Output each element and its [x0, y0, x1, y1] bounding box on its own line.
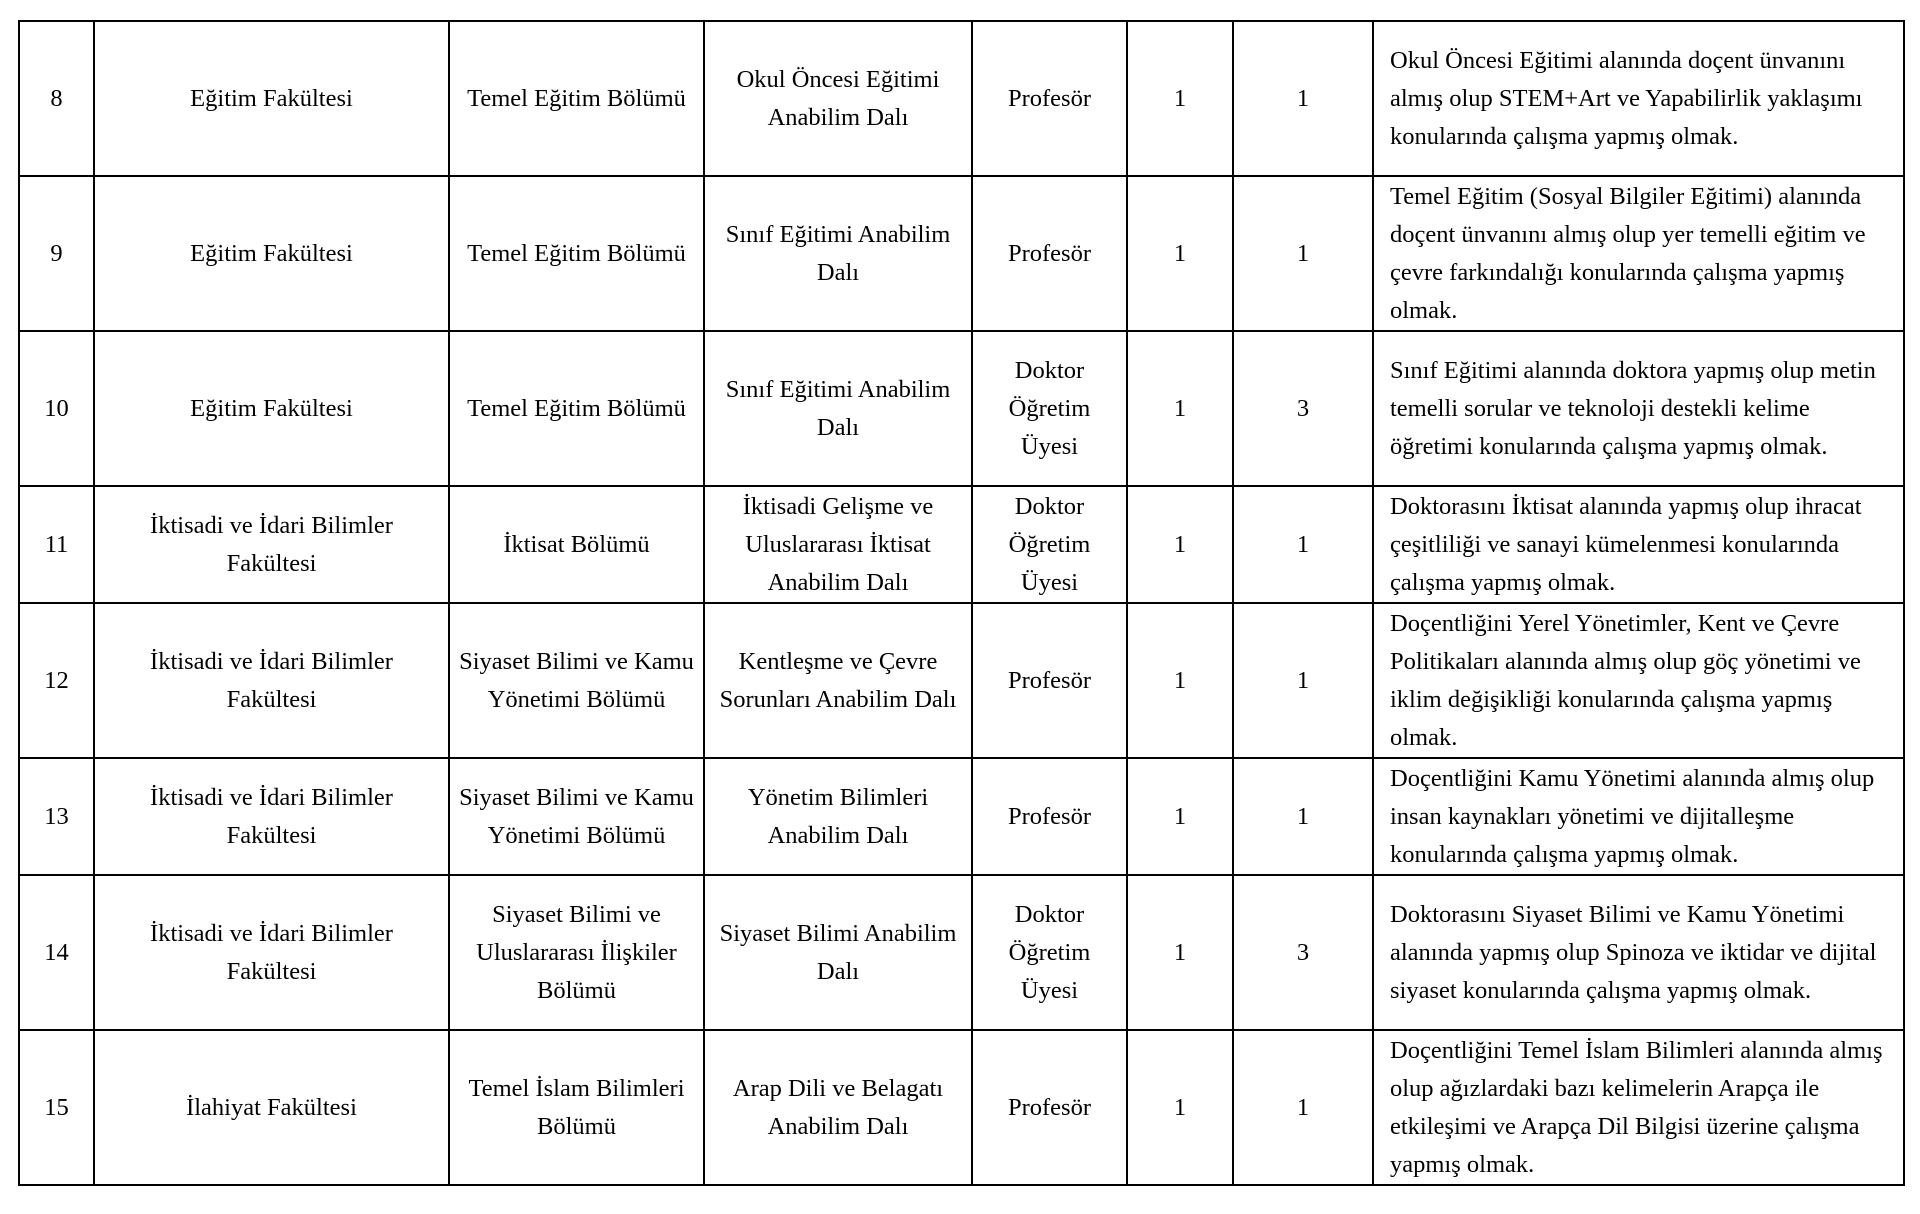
row-number: 14 [19, 875, 94, 1030]
description-cell: Doçentliğini Yerel Yönetimler, Kent ve Çevre Politikaları alanında almış olup göç yönetimi ve iklim değişikliği konularında çalışma yapmış olmak. [1373, 603, 1904, 758]
division-cell: Kentleşme ve Çevre Sorunları Anabilim Dalı [704, 603, 972, 758]
staff-positions-table [18, 20, 1905, 1186]
title-cell: Doktor Öğretim Üyesi [972, 875, 1127, 1030]
description-cell: Doçentliğini Temel İslam Bilimleri alanında almış olup ağızlardaki bazı kelimelerin Arapça ile etkileşimi ve Arapça Dil Bilgisi üzerine çalışma yapmış olmak. [1373, 1030, 1904, 1185]
title-cell: Doktor Öğretim Üyesi [972, 331, 1127, 486]
faculty-cell: Eğitim Fakültesi [94, 176, 449, 331]
title-cell: Profesör [972, 603, 1127, 758]
department-cell: Temel İslam Bilimleri Bölümü [449, 1030, 704, 1185]
department-cell: Siyaset Bilimi ve Kamu Yönetimi Bölümü [449, 603, 704, 758]
level-cell: 1 [1127, 176, 1233, 331]
level-cell: 1 [1127, 758, 1233, 875]
faculty-cell: İktisadi ve İdari Bilimler Fakültesi [94, 486, 449, 603]
faculty-cell: İktisadi ve İdari Bilimler Fakültesi [94, 603, 449, 758]
faculty-cell: İktisadi ve İdari Bilimler Fakültesi [94, 758, 449, 875]
faculty-cell: Eğitim Fakültesi [94, 331, 449, 486]
row-number: 11 [19, 486, 94, 603]
level-cell: 1 [1127, 21, 1233, 176]
table-row [19, 603, 1904, 758]
department-cell: Temel Eğitim Bölümü [449, 176, 704, 331]
faculty-cell: İlahiyat Fakültesi [94, 1030, 449, 1185]
description-cell: Doktorasını İktisat alanında yapmış olup ihracat çeşitliliği ve sanayi kümelenmesi konularında çalışma yapmış olmak. [1373, 486, 1904, 603]
division-cell: Arap Dili ve Belagatı Anabilim Dalı [704, 1030, 972, 1185]
division-cell: Sınıf Eğitimi Anabilim Dalı [704, 176, 972, 331]
table-row [19, 176, 1904, 331]
count-cell: 3 [1233, 331, 1373, 486]
level-cell: 1 [1127, 603, 1233, 758]
title-cell: Profesör [972, 1030, 1127, 1185]
department-cell: Siyaset Bilimi ve Kamu Yönetimi Bölümü [449, 758, 704, 875]
description-cell: Sınıf Eğitimi alanında doktora yapmış olup metin temelli sorular ve teknoloji destekli kelime öğretimi konularında çalışma yapmış olmak. [1373, 331, 1904, 486]
title-cell: Profesör [972, 176, 1127, 331]
row-number: 10 [19, 331, 94, 486]
table-row [19, 875, 1904, 1030]
row-number: 13 [19, 758, 94, 875]
row-number: 9 [19, 176, 94, 331]
count-cell: 1 [1233, 1030, 1373, 1185]
division-cell: Siyaset Bilimi Anabilim Dalı [704, 875, 972, 1030]
row-number: 15 [19, 1030, 94, 1185]
title-cell: Profesör [972, 758, 1127, 875]
table-row [19, 486, 1904, 603]
department-cell: İktisat Bölümü [449, 486, 704, 603]
staff-positions-table-page [18, 20, 1903, 1186]
count-cell: 3 [1233, 875, 1373, 1030]
table-row [19, 1030, 1904, 1185]
level-cell: 1 [1127, 1030, 1233, 1185]
count-cell: 1 [1233, 758, 1373, 875]
description-cell: Temel Eğitim (Sosyal Bilgiler Eğitimi) alanında doçent ünvanını almış olup yer temelli eğitim ve çevre farkındalığı konularında çalışma yapmış olmak. [1373, 176, 1904, 331]
faculty-cell: Eğitim Fakültesi [94, 21, 449, 176]
count-cell: 1 [1233, 21, 1373, 176]
division-cell: Yönetim Bilimleri Anabilim Dalı [704, 758, 972, 875]
title-cell: Profesör [972, 21, 1127, 176]
count-cell: 1 [1233, 486, 1373, 603]
table-row [19, 21, 1904, 176]
title-cell: Doktor Öğretim Üyesi [972, 486, 1127, 603]
department-cell: Temel Eğitim Bölümü [449, 21, 704, 176]
count-cell: 1 [1233, 603, 1373, 758]
division-cell: İktisadi Gelişme ve Uluslararası İktisat Anabilim Dalı [704, 486, 972, 603]
level-cell: 1 [1127, 331, 1233, 486]
description-cell: Okul Öncesi Eğitimi alanında doçent ünvanını almış olup STEM+Art ve Yapabilirlik yaklaşımı konularında çalışma yapmış olmak. [1373, 21, 1904, 176]
department-cell: Siyaset Bilimi ve Uluslararası İlişkiler Bölümü [449, 875, 704, 1030]
row-number: 8 [19, 21, 94, 176]
table-row [19, 331, 1904, 486]
level-cell: 1 [1127, 486, 1233, 603]
division-cell: Okul Öncesi Eğitimi Anabilim Dalı [704, 21, 972, 176]
division-cell: Sınıf Eğitimi Anabilim Dalı [704, 331, 972, 486]
table-row [19, 758, 1904, 875]
description-cell: Doçentliğini Kamu Yönetimi alanında almış olup insan kaynakları yönetimi ve dijitalleşme konularında çalışma yapmış olmak. [1373, 758, 1904, 875]
count-cell: 1 [1233, 176, 1373, 331]
department-cell: Temel Eğitim Bölümü [449, 331, 704, 486]
description-cell: Doktorasını Siyaset Bilimi ve Kamu Yönetimi alanında yapmış olup Spinoza ve iktidar ve dijital siyaset konularında çalışma yapmış olmak. [1373, 875, 1904, 1030]
faculty-cell: İktisadi ve İdari Bilimler Fakültesi [94, 875, 449, 1030]
row-number: 12 [19, 603, 94, 758]
level-cell: 1 [1127, 875, 1233, 1030]
